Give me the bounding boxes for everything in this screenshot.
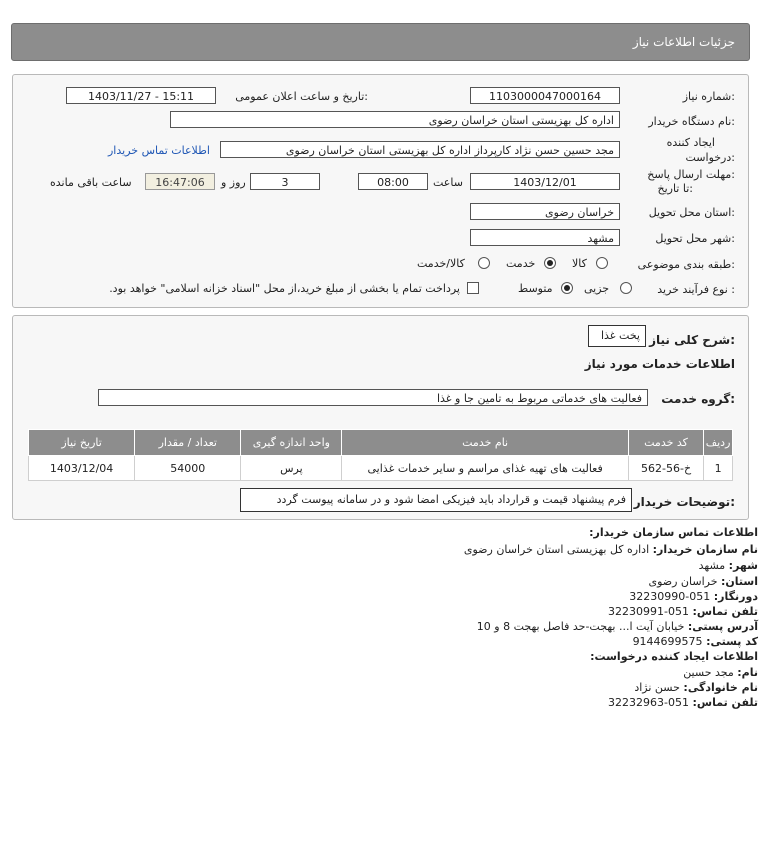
buyer-notes-field: فرم پیشنهاد قیمت و قرارداد باید فیزیکی امضا شود و در سامانه پیوست گردد <box>240 488 632 512</box>
purchase-minor-label: جزیی <box>584 282 610 295</box>
purchase-medium-label: متوسط <box>518 282 553 295</box>
services-table-header <box>29 430 733 456</box>
creator-label-line2: درخواست: <box>685 151 735 164</box>
contact-org: نام سازمان خریدار: اداره کل بهزیستی استان خراسان رضوی <box>463 543 758 556</box>
creator-family: نام خانوادگی: حسن نژاد <box>634 681 758 694</box>
col-name: نام خدمت <box>342 430 629 456</box>
delivery-city-field: مشهد <box>470 229 620 246</box>
table-row <box>29 456 733 481</box>
contact-postal-code: کد پستی: 9144699575 <box>632 635 758 648</box>
deadline-date-field: 1403/12/01 <box>470 173 620 190</box>
announce-datetime-label: تاریخ و ساعت اعلان عمومی: <box>235 90 368 103</box>
services-table <box>28 429 733 481</box>
contact-address: آدرس پستی: خیابان آیت ا... بهجت-حد فاصل بهجت 8 و 10 <box>476 620 758 633</box>
need-info-panel <box>12 74 749 308</box>
col-date: تاریخ نیاز <box>29 430 135 456</box>
category-goods-service-radio[interactable] <box>478 257 490 269</box>
buyer-org-field: اداره کل بهزیستی استان خراسان رضوی <box>170 111 620 128</box>
treasury-payment-note: پرداخت تمام یا بخشی از مبلغ خرید،از محل "اسناد خزانه اسلامی" خواهد بود. <box>109 282 460 295</box>
creator-info-title: اطلاعات ایجاد کننده درخواست: <box>590 650 758 663</box>
contact-province: استان: خراسان رضوی <box>648 575 758 588</box>
deadline-label-line1: مهلت ارسال پاسخ: <box>647 168 735 181</box>
delivery-province-label: استان محل تحویل: <box>648 206 735 219</box>
col-quantity: تعداد / مقدار <box>135 430 241 456</box>
delivery-province-field: خراسان رضوی <box>470 203 620 220</box>
purchase-medium-radio[interactable] <box>561 282 573 294</box>
remaining-days-field: 3 <box>250 173 320 190</box>
remaining-time-field: 16:47:06 <box>145 173 215 190</box>
service-unit: پرس <box>241 456 342 481</box>
buyer-contact-link[interactable]: اطلاعات تماس خریدار <box>108 144 210 157</box>
announce-datetime-field: 1403/11/27 - 15:11 <box>66 87 216 104</box>
category-service-radio[interactable] <box>544 257 556 269</box>
service-group-field: فعالیت های خدماتی مربوط به تامین جا و غذا <box>98 389 648 406</box>
buyer-notes-label: توضیحات خریدار: <box>633 495 735 509</box>
col-unit: واحد اندازه گیری <box>241 430 342 456</box>
col-row: ردیف <box>704 430 733 456</box>
creator-name: نام: مجد حسین <box>683 666 758 679</box>
buyer-org-label: نام دستگاه خریدار: <box>648 115 735 128</box>
category-label: طبقه بندی موضوعی: <box>637 258 735 271</box>
row-number: 1 <box>704 456 733 481</box>
need-number-label: شماره نیاز: <box>682 90 735 103</box>
category-goods-service-label: کالا/خدمت <box>417 257 465 270</box>
creator-phone: تلفن تماس: 051-32232963 <box>608 696 758 709</box>
purchase-type-label: نوع فرآیند خرید : <box>657 283 735 296</box>
col-code: کد خدمت <box>628 430 703 456</box>
deadline-time-label: ساعت <box>433 176 463 189</box>
service-quantity: 54000 <box>135 456 241 481</box>
category-goods-label: کالا <box>572 257 587 270</box>
remaining-days-label: روز و <box>221 176 246 189</box>
summary-label: شرح کلی نیاز: <box>649 333 735 347</box>
need-number-field: 1103000047000164 <box>470 87 620 104</box>
category-service-label: خدمت <box>506 257 536 270</box>
creator-field: مجد حسین حسن نژاد کارپرداز اداره کل بهزیستی استان خراسان رضوی <box>220 141 620 158</box>
delivery-city-label: شهر محل تحویل: <box>655 232 735 245</box>
deadline-time-field: 08:00 <box>358 173 428 190</box>
page-title: جزئیات اطلاعات نیاز <box>632 35 735 49</box>
contact-city: شهر: مشهد <box>698 559 758 572</box>
page-header <box>11 23 750 61</box>
service-code: خ-56-562 <box>628 456 703 481</box>
service-group-label: گروه خدمت: <box>661 392 735 406</box>
remaining-time-label: ساعت باقی مانده <box>50 176 132 189</box>
creator-label-line1: ایجاد کننده <box>666 136 715 149</box>
category-goods-radio[interactable] <box>596 257 608 269</box>
deadline-label-line2: تا تاریخ: <box>657 182 693 195</box>
services-heading: اطلاعات خدمات مورد نیاز <box>584 357 735 371</box>
treasury-payment-checkbox[interactable] <box>467 282 479 294</box>
contact-fax: دورنگار: 051-32230990 <box>629 590 758 603</box>
purchase-minor-radio[interactable] <box>620 282 632 294</box>
service-name: فعالیت های تهیه غذای مراسم و سایر خدمات غذایی <box>342 456 629 481</box>
need-date: 1403/12/04 <box>29 456 135 481</box>
contact-phone: تلفن تماس: 051-32230991 <box>608 605 758 618</box>
summary-field: پخت غذا <box>588 325 646 347</box>
contact-title: اطلاعات تماس سازمان خریدار: <box>589 526 758 539</box>
